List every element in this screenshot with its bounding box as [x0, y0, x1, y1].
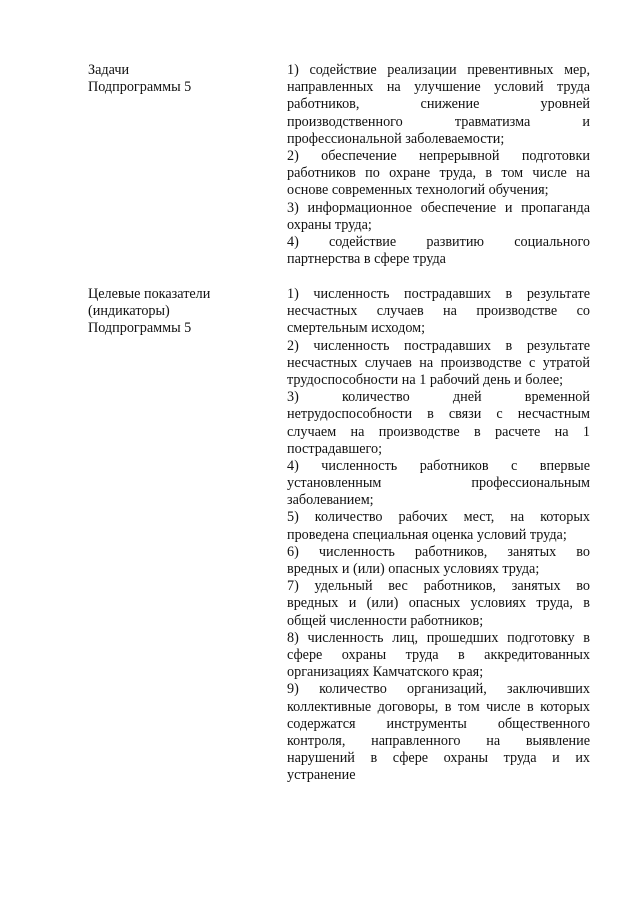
item-line: заболеванием; [287, 492, 374, 509]
label-line: Целевые показатели [88, 286, 211, 302]
item-line: вредных и (или) опасных условиях труда; [287, 561, 540, 577]
item-line: установленным профессиональным [287, 475, 590, 492]
row-label [88, 286, 268, 337]
list-item [287, 544, 590, 578]
list-item [287, 509, 590, 543]
item-line: основе современных технологий обучения; [287, 182, 549, 199]
item-line: направленных на улучшение условий труда [287, 79, 590, 96]
item-line: 6) численность работников, занятых во [287, 543, 590, 560]
list-item [287, 578, 590, 630]
item-line: несчастных случаев на производстве с утратой [287, 354, 590, 371]
item-line: 4) численность работников с впервые [287, 457, 590, 474]
list-item [287, 234, 590, 268]
list-item [287, 286, 590, 338]
row-label [88, 62, 268, 96]
list-item [287, 338, 590, 390]
item-line: сфере охраны труда в аккредитованных [287, 646, 590, 663]
item-line: нарушений в сфере охраны труда и их [287, 750, 590, 767]
item-line: общей численности работников; [287, 612, 484, 629]
item-line: 7) удельный вес работников, занятых во [287, 578, 590, 595]
item-line: коллективные договоры, в том числе в которых [287, 698, 590, 715]
item-line: 3) количество дней временной [287, 389, 590, 406]
item-line: 2) численность пострадавших в результате [287, 337, 590, 354]
item-line: партнерства в сфере труда [287, 251, 446, 268]
item-line: случаем на производстве в расчете на 1 [287, 423, 590, 440]
list-item [287, 458, 590, 510]
item-line: 3) информационное обеспечение и пропаганда [287, 199, 590, 216]
list-item [287, 200, 590, 234]
indicators-list [287, 286, 590, 784]
item-line: трудоспособности на 1 рабочий день и более; [287, 371, 564, 388]
label-line: Подпрограммы 5 [88, 320, 192, 336]
item-line: работников, снижение уровней [287, 96, 590, 113]
item-line: охраны труда; [287, 216, 372, 233]
item-line: 8) численность лиц, прошедших подготовку в [287, 629, 590, 646]
item-line: 9) количество организаций, заключивших [287, 681, 590, 698]
item-line: 4) содействие развитию социального [287, 233, 590, 250]
list-item [287, 148, 590, 200]
item-line: несчастных случаев на производстве со [287, 303, 590, 320]
item-line: смертельным исходом; [287, 320, 426, 337]
item-line: вредных и (или) опасных условиях труда, в [287, 595, 590, 612]
item-line: организациях Камчатского края; [287, 664, 484, 681]
label-line: Задачи [88, 62, 130, 78]
item-line: нетрудоспособности в связи с несчастным [287, 406, 590, 423]
item-line: 2) обеспечение непрерывной подготовки [287, 147, 590, 164]
label-line: (индикаторы) [88, 303, 170, 319]
list-item [287, 681, 590, 784]
item-line: содержатся инструменты общественного [287, 715, 590, 732]
item-line: пострадавшего; [287, 440, 383, 457]
item-line: 1) содействие реализации превентивных мер, [287, 62, 590, 78]
item-line: 5) количество рабочих мест, на которых [287, 509, 590, 526]
list-item [287, 62, 590, 148]
item-line: работников по охране труда, в том числе на [287, 165, 590, 182]
item-line: профессиональной заболеваемости; [287, 130, 505, 147]
label-line: Подпрограммы 5 [88, 79, 192, 95]
tasks-list [287, 62, 590, 268]
item-line: производственного травматизма и [287, 113, 590, 130]
item-line: устранение [287, 767, 356, 784]
list-item [287, 389, 590, 458]
item-line: проведена специальная оценка условий труда; [287, 526, 567, 543]
item-line: 1) численность пострадавших в результате [287, 286, 590, 302]
item-line: контроля, направленного на выявление [287, 732, 590, 749]
list-item [287, 630, 590, 682]
